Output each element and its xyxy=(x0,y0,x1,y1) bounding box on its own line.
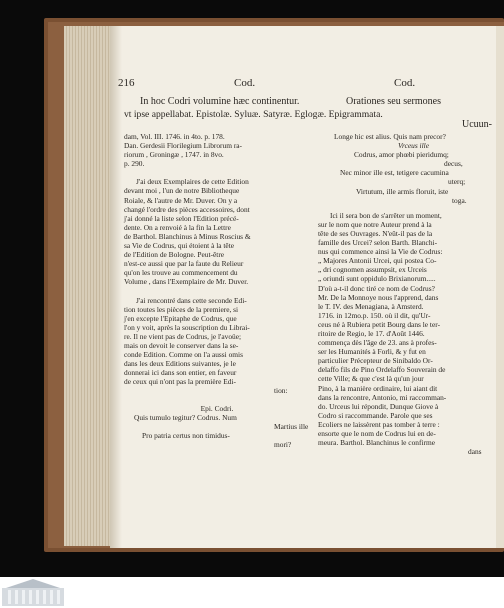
text-line: de l'Edition de Bologne. Peut-être xyxy=(124,250,225,260)
title-line-1-left: In hoc Codri volumine hæc continentur. xyxy=(140,96,300,107)
text-line: dans la rencontre, Antonio, mi raccomman- xyxy=(318,392,447,402)
text-line: qu'on les trouve au commencement du xyxy=(124,268,238,278)
text-line: famille des Urcei? selon Barth. Blanchi- xyxy=(318,238,438,248)
text-line: dam, Vol. III. 1746. in 4to. p. 178. xyxy=(124,132,225,141)
text-line: „ dri cognomen assumpsit, ex Urceis xyxy=(318,265,427,275)
running-head-left: Cod. xyxy=(234,77,256,89)
library-building-logo xyxy=(2,578,64,606)
text-line: dente. On a renvoié à la fin la Lettre xyxy=(124,222,231,232)
verse-line: Codrus, amor phœbi pieridumq; xyxy=(354,150,449,160)
page-block-edge xyxy=(64,26,114,546)
text-line: tête de ses Ouvrages. N'eût-il pas de la xyxy=(318,228,433,238)
text-line xyxy=(124,396,310,404)
text-line: „ Majores Antonii Urcei, qui postea Co- xyxy=(318,256,437,266)
text-line: ser les Humanités à Forli, & y fut en xyxy=(318,347,426,357)
epitaph-line: Quis tumulo tegitur? Codrus. Num xyxy=(134,412,237,422)
text-line: nus qui commence ainsi la Vie de Codrus: xyxy=(318,247,443,257)
text-line: de ceux qui n'ont pas la première Edi- xyxy=(124,377,236,387)
text-line: n'est-ce aussi que par la faute du Relieur xyxy=(124,259,244,269)
text-line: D'où a-t-il donc tiré ce nom de Codrus? xyxy=(318,283,435,293)
text-line: meura. Barthol. Blanchinus le confirme xyxy=(318,438,435,448)
footer-strip xyxy=(0,577,504,608)
text-line: do. Urceus lui répondit, Dunque Giove à xyxy=(318,401,439,411)
title-line-3: Ucuun- xyxy=(462,119,492,130)
text-line: Dan. Gerdesii Florilegium Librorum ra- xyxy=(124,141,243,151)
text-line: commença dès l'âge de 23. ans à profes- xyxy=(318,338,437,348)
text-line: le T. IV. des Menagiana, à Amsterd. xyxy=(318,301,424,311)
title-line-2: vt ipse appellabat. Epistolæ. Syluæ. Satyræ. Eglogæ. Epigrammata. xyxy=(124,109,383,120)
text-line: tion: xyxy=(274,386,288,396)
epitaph-title: Epi. Codri. xyxy=(200,403,234,413)
text-line: devant moi , l'un de notre Bibliotheque xyxy=(124,186,240,196)
text-line: Roiale, & l'autre de Mr. Duver. On y a xyxy=(124,195,238,205)
text-line: ceus né à Rubiera petit Bourg dans le ter- xyxy=(318,319,441,329)
text-line: „ oriundi sunt oppidulo Brixianorum..... xyxy=(318,274,436,284)
text-line: J'ai rencontré dans cette seconde Edi- xyxy=(136,295,247,305)
verse-line: Virtutum, ille armis floruit, iste xyxy=(356,186,449,196)
text-line: ensorte que le nom de Codrus lui en de- xyxy=(318,429,436,438)
text-line: Volume , dans l'Exemplaire de Mr. Duver. xyxy=(124,277,249,287)
verse-line: Vrceus ille xyxy=(398,141,429,151)
catchword: dans xyxy=(468,447,482,457)
text-line: de Barthol. Blanchinus à Minus Roscius & xyxy=(124,231,251,241)
text-line: conde Edition. Comme on l'a aussi omis xyxy=(124,350,243,360)
epitaph-line: mori? xyxy=(274,439,292,449)
text-line: J'ai deux Exemplaires de cette Edition xyxy=(136,177,249,187)
title-line-1-right: Orationes seu sermones xyxy=(346,96,441,107)
text-line: sur le nom que notre Auteur prend à la xyxy=(318,219,432,229)
right-column xyxy=(318,132,490,456)
text-line: sa Vie de Codrus, qui étoient à la tête xyxy=(124,241,235,251)
text-line: j'ai donné la liste selon l'Edition précé- xyxy=(124,213,239,223)
text-line: re. Il ne vient pas de Codrus, je l'avoüe; xyxy=(124,331,242,341)
text-line xyxy=(124,168,310,177)
text-line: l'on y voit, après la souscription du Librai- xyxy=(124,322,250,332)
text-line: Codro si raccommande. Parole que ses xyxy=(318,410,433,420)
text-line: riorum , Groningæ , 1747. in 8vo. xyxy=(124,150,224,160)
epitaph-line: Pro patria certus non timidus- xyxy=(142,430,230,440)
verse-line: Longe hic est alius. Quis nam precor? xyxy=(334,132,446,141)
text-line: Pino, à la manière ordinaire, lui aiant dit xyxy=(318,383,438,393)
text-line: p. 290. xyxy=(124,159,145,169)
left-column xyxy=(124,132,310,449)
text-line: changé l'ordre des pièces accessoires, dont xyxy=(124,204,250,214)
text-line: 1716. in 12mo.p. 150. où il dit, qu'Ur- xyxy=(318,310,431,320)
text-line: particulier Précepteur de Sinibaldo Or- xyxy=(318,356,433,366)
text-line: mais on devoit le conserver dans la se- xyxy=(124,340,239,350)
verse-line: toga. xyxy=(452,195,467,205)
page-gutter xyxy=(110,26,122,548)
verse-line: Nec minor ille est, tetigere cacumina xyxy=(340,168,449,178)
text-line: delaffo fils de Pino Ordelaffo Souverain de xyxy=(318,365,446,375)
text-line: Ecoliers ne laissèrent pas tomber à terre : xyxy=(318,419,440,429)
epitaph-line: Martius ille xyxy=(274,421,309,431)
text-line: cette Ville; & que c'est là qu'un jour xyxy=(318,374,424,384)
text-line: Ici il sera bon de s'arrêter un moment, xyxy=(330,210,442,220)
text-line: tion toutes les pièces de la premiere, si xyxy=(124,304,239,314)
text-line: j'en excepte l'Epitaphe de Codrus, que xyxy=(124,313,237,323)
text-line: donnerai ici dans son entier, en faveur xyxy=(124,368,237,378)
text-line: dans les deux Editions suivantes, je le xyxy=(124,359,236,369)
verse-line: decus, xyxy=(444,159,463,169)
text-line: ritoire de Regio, le 17. d'Août 1446. xyxy=(318,328,425,338)
running-head-right: Cod. xyxy=(394,77,416,89)
text-line xyxy=(124,287,310,296)
verse-line: uterq; xyxy=(448,177,466,187)
page-right-edge xyxy=(496,26,504,548)
text-line: Mr. De la Monnoye nous l'apprend, dans xyxy=(318,292,439,302)
page-number: 216 xyxy=(118,77,135,89)
